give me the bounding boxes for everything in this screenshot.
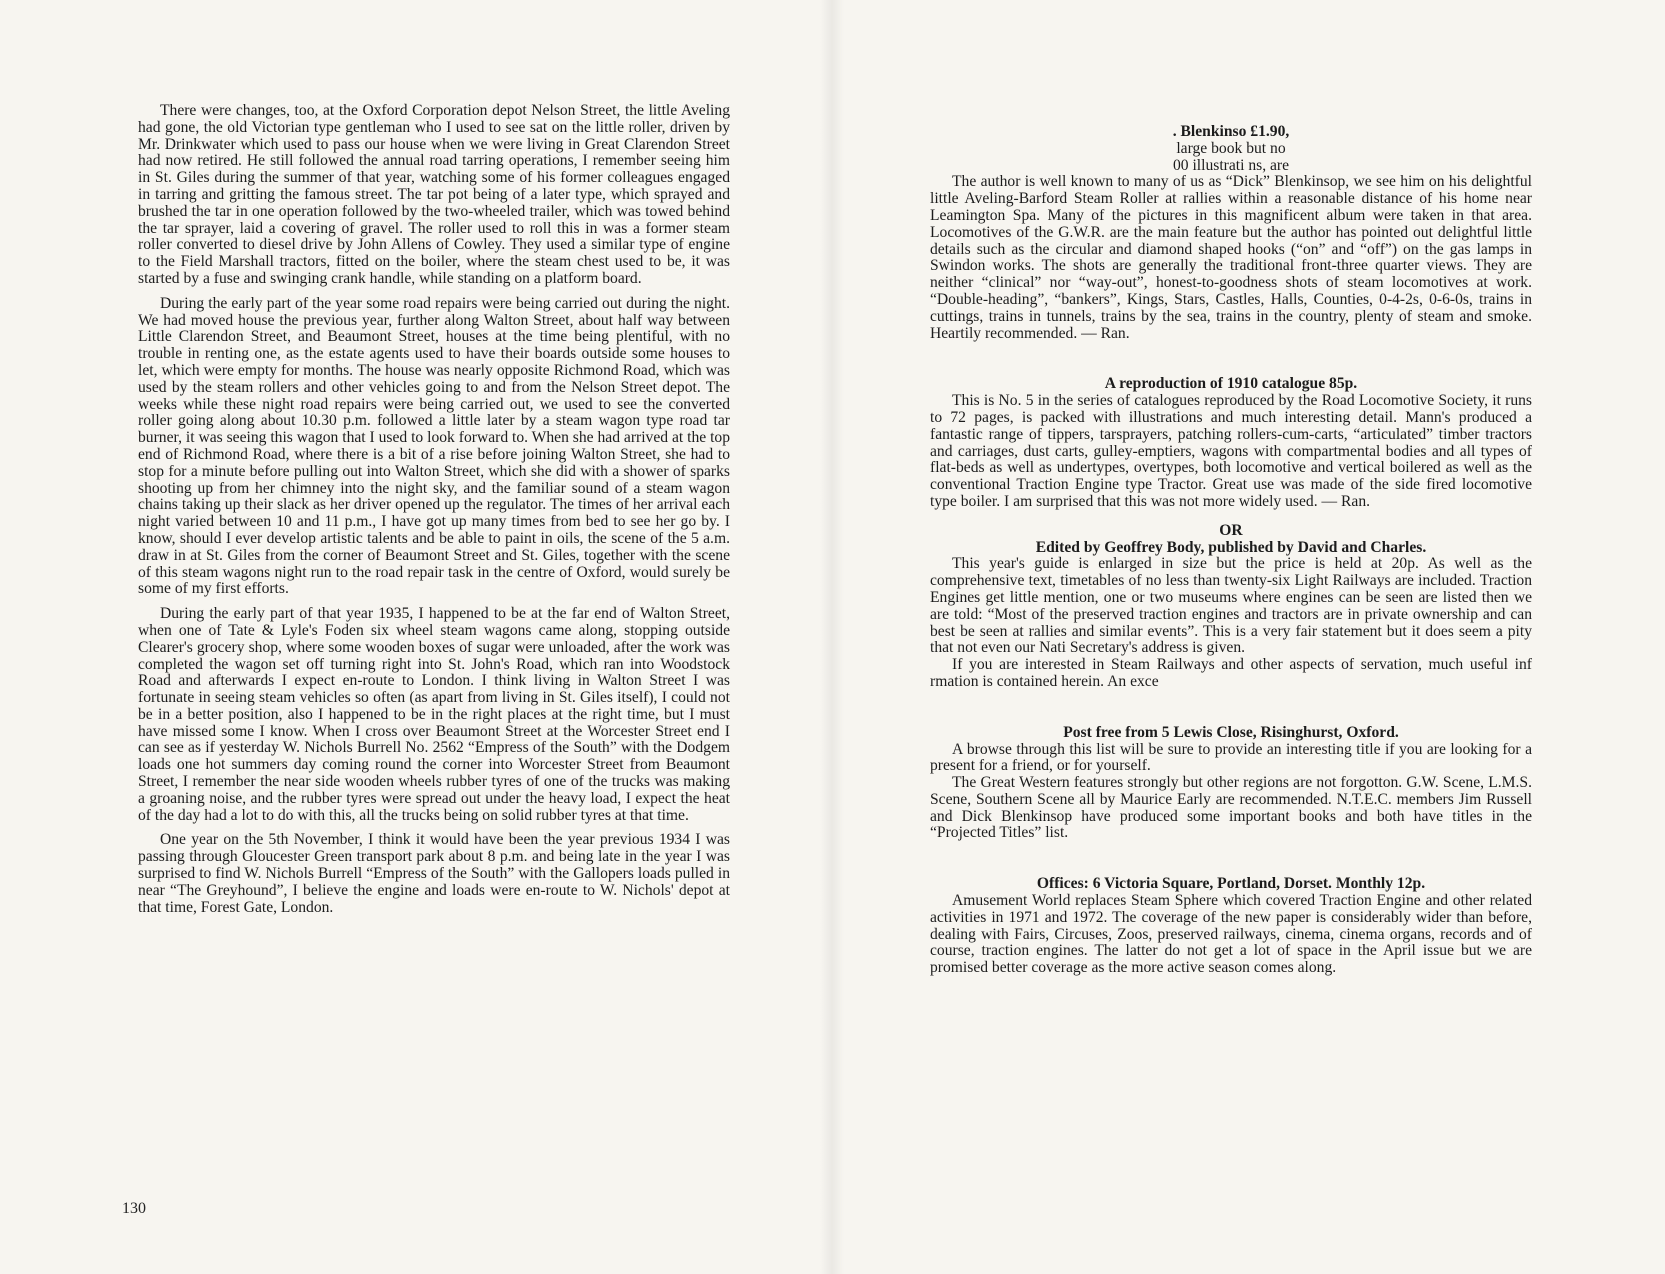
- review-entry: [930, 725, 1532, 843]
- review-body: This year's guide is enlarged in size but the price is held at 20p. As well as the comprehensive text, timetables of no less than twenty-six Light Railways are included. Traction Engines get little mention, one or two museums where engines can be seen are listed then we are told: “Most of the preserved traction engines and tractors are in private ownership and can best be seen at rallies and similar events”. This is a very fair statement but it does seem a pity that not even our Nati Secretary's address is given.: [930, 555, 1532, 657]
- paragraph: There were changes, too, at the Oxford Corporation depot Nelson Street, the little Aveling had gone, the old Victorian type gentleman who I used to see sat on the little roller, driven by Mr. Drinkwater which used to pass our house when we were living in Great Clarendon Street had now retired. He still followed the annual road tarring operations, I remember seeing him in St. Giles during the summer of that year, watching some of his former colleagues engaged in tarring and gritting the famous street. The tar pot being of a later type, which sprayed and brushed the tar in one operation followed by the two-wheeled trailer, which was towed behind the tar sprayer, laid a covering of gravel. The roller used to roll this in was a former steam roller converted to diesel drive by John Allens of Cowley. They used a similar type of engine to the Field Marshall tractors, fitted on the boiler, where the steam chest used to be, it was started by a fuse and swinging crank handle, while standing on a platform board.: [138, 102, 730, 287]
- review-body: Amusement World replaces Steam Sphere which covered Traction Engine and other related activities in 1971 and 1972. The coverage of the new paper is considerably wider than before, dealing with Fairs, Circuses, Zoos, preserved railways, cinema, cinema organs, records and of course, traction engines. The latter do not get a lot of space in the April issue but we are promised better coverage as the more active season comes along.: [930, 892, 1532, 977]
- left-page: [0, 0, 820, 1274]
- review-heading: A reproduction of 1910 catalogue 85p.: [1104, 375, 1358, 393]
- page-number: 130: [122, 1200, 146, 1217]
- review-heading: OR: [1219, 521, 1243, 539]
- review-entry: [930, 523, 1532, 691]
- review-entry: [930, 876, 1532, 977]
- review-body: If you are interested in Steam Railways and other aspects of servation, much useful inf rmation is contained herein. An exce: [930, 656, 1532, 690]
- review-subheading: 00 illustrati ns, are: [1172, 156, 1290, 174]
- review-body: A browse through this list will be sure to provide an interesting title if you are looking for a present for a friend, or for yourself.: [930, 740, 1532, 775]
- paragraph: During the early part of that year 1935, I happened to be at the far end of Walton Street, when one of Tate & Lyle's Foden six wheel steam wagons came along, stopping outside Clearer's grocery shop, where some wooden boxes of sugar were unloaded, after the work was completed the wagon set off turning right into St. John's Road, which ran into Woodstock Road and afterwards I expect en-route to London. I think living in Walton Street I was fortunate in seeing steam vehicles so often (as apart from living in St. Giles itself), I could not be in a better position, also I happened to be in the right places at the right time, but I must have missed some I know. When I cross over Beaumont Street at the Worcester Street end I can see as if yesterday W. Nichols Burrell No. 2562 “Empress of the South” with the Dodgem loads one hot summers day coming round the corner into Worcester Street from Beaumont Street, I remember the near side wooden wheels rubber tyres of one of the trucks was making a groaning noise, and the rubber tyres were spread out under the heavy load, I expect the heat of the day had a lot to do with this, all the trucks being on solid rubber tyres at that time.: [138, 605, 730, 824]
- book-gutter: [820, 0, 844, 1274]
- review-entry: [930, 124, 1532, 342]
- review-entry: [930, 376, 1532, 510]
- paragraph: During the early part of the year some road repairs were being carried out during the night. We had moved house the previous year, further along Walton Street, about half way between Little Clarendon Street, and Beaumont Street, houses at the time being plentiful, with no trouble in renting one, as the estate agents used to have their boards outside some houses to let, which were empty for months. The house was nearly opposite Richmond Road, which was used by the steam rollers and other vehicles going to and from the Nelson Street depot. The weeks while these night road repairs were being carried out, we used to see the converted roller going along about 10.30 p.m. followed a little later by a steam wagon type road tar burner, it was seeing this wagon that I used to look forward to. When she had arrived at the top end of Richmond Road, where there is a bit of a rise before joining Walton Street, she had to stop for a minute before pulling out into Walton Street, which she did with a shower of sparks shooting up from her chimney into the night sky, and the familiar sound of a steam wagon chains taking up their slack as her driver opened up the regulator. The times of her arrival each night varied between 10 and 11 p.m., I have got up many times from bed to see her go by. I know, should I ever develop artistic talents and be able to paint in oils, the scene of the 5 a.m. draw in at St. Giles from the corner of Beaumont Street and St. Giles, together with the scene of this steam wagons night run to the road repair task in the centre of Oxford, would surely be some of my first efforts.: [138, 294, 730, 598]
- right-page: [844, 0, 1665, 1274]
- right-column-reviews: [930, 124, 1532, 1011]
- paragraph: One year on the 5th November, I think it would have been the year previous 1934 I was passing through Gloucester Green transport park about 8 p.m. and being late in the year I was surprised to find W. Nichols Burrell “Empress of the South” with the Gallopers loads pulled in near “The Greyhound”, I believe the engine and loads were en-route to W. Nichols' depot at that time, Forest Gate, London.: [138, 831, 730, 916]
- review-body: The author is well known to many of us as “Dick” Blenkinsop, we see him on his delightful little Aveling-Barford Steam Roller at rallies within a reasonable distance of his home near Leamington Spa. Many of the pictures in this magnificent album were taken in that area. Locomotives of the G.W.R. are the main feature but the author has pointed out delightful little details such as the circular and diamond shaped hooks (“on” and “off”) on the gas lamps in Swindon works. The shots are generally the traditional front-three quarter views. They are neither “clinical” nor “way-out”, honest-to-goodness shots of steam locomotives at work. “Double-heading”, “bankers”, Kings, Stars, Castles, Halls, Counties, 0-4-2s, 0-6-0s, trains in cuttings, trains in tunnels, trains by the sea, trains in the country, plenty of steam and smoke. Heartily recommended. — Ran.: [930, 173, 1532, 342]
- review-body: The Great Western features strongly but other regions are not forgotton. G.W. Scene, L.M.S. Scene, Southern Scene all by Maurice Early are recommended. N.T.E.C. members Jim Russell and Dick Blenkinsop have produced some important books and both have titles in the “Projected Titles” list.: [930, 774, 1532, 842]
- review-heading: Offices: 6 Victoria Square, Portland, Dorset. Monthly 12p.: [1036, 875, 1426, 893]
- review-heading: . Blenkinso £1.90,: [1172, 123, 1290, 140]
- review-heading: Post free from 5 Lewis Close, Risinghurst, Oxford.: [1063, 723, 1399, 741]
- review-heading: Edited by Geoffrey Body, published by David and Charles.: [1035, 538, 1427, 556]
- left-column-text: [138, 103, 730, 924]
- review-subheading: large book but no: [1176, 139, 1286, 157]
- review-body: This is No. 5 in the series of catalogues reproduced by the Road Locomotive Society, it runs to 72 pages, is packed with illustrations and much interesting detail. Mann's produced a fantastic range of tippers, tarsprayers, patching rollers-cum-carts, “articulated” timber tractors and carriages, dust carts, gulley-emptiers, wagons with compartmental bodies and all types of flat-beds as well as undertypes, overtypes, both locomotive and vertical boilered as well as the conventional Traction Engine type Tractor. Great use was made of the side fired locomotive type boiler. I am surprised that this was not more widely used. — Ran.: [930, 392, 1532, 510]
